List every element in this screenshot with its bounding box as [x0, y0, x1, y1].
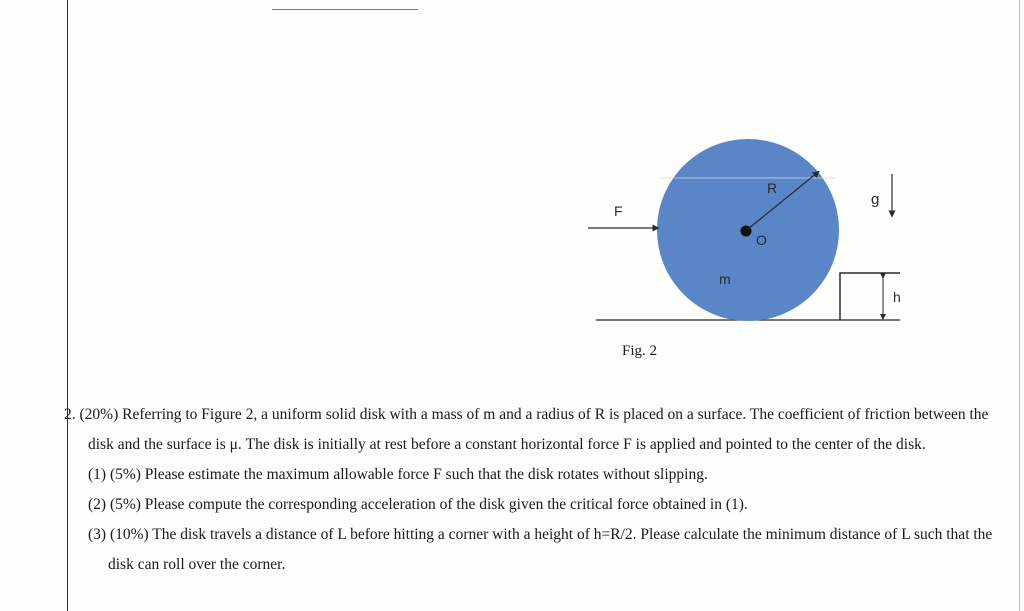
problem-statement [64, 400, 1009, 580]
problem-intro: 2. (20%) Referring to Figure 2, a uniform solid disk with a mass of m and a radius of R is placed on a surface. The coefficient of friction between the disk and the surface is μ. The disk is initially at rest before a constant horizontal force F is applied and pointed to the center of the disk. [64, 406, 989, 453]
label-mass: m [719, 271, 731, 287]
problem-part-3: (3) (10%) The disk travels a distance of L before hitting a corner with a height of h=R/2. Please calculate the minimum distance of L such that the disk can roll over the corner. [88, 526, 993, 573]
problem-part-1: (1) (5%) Please estimate the maximum allowable force F such that the disk rotates without slipping. [88, 466, 708, 483]
label-gravity: g [871, 191, 880, 208]
corner-step [840, 273, 900, 320]
label-height: h [893, 289, 901, 305]
problem-part-2: (2) (5%) Please compute the corresponding acceleration of the disk given the critical force obtained in (1). [88, 496, 748, 513]
label-force: F [614, 203, 623, 219]
label-radius: R [767, 180, 778, 196]
label-center: O [756, 232, 767, 248]
figure-caption: Fig. 2 [622, 343, 658, 359]
